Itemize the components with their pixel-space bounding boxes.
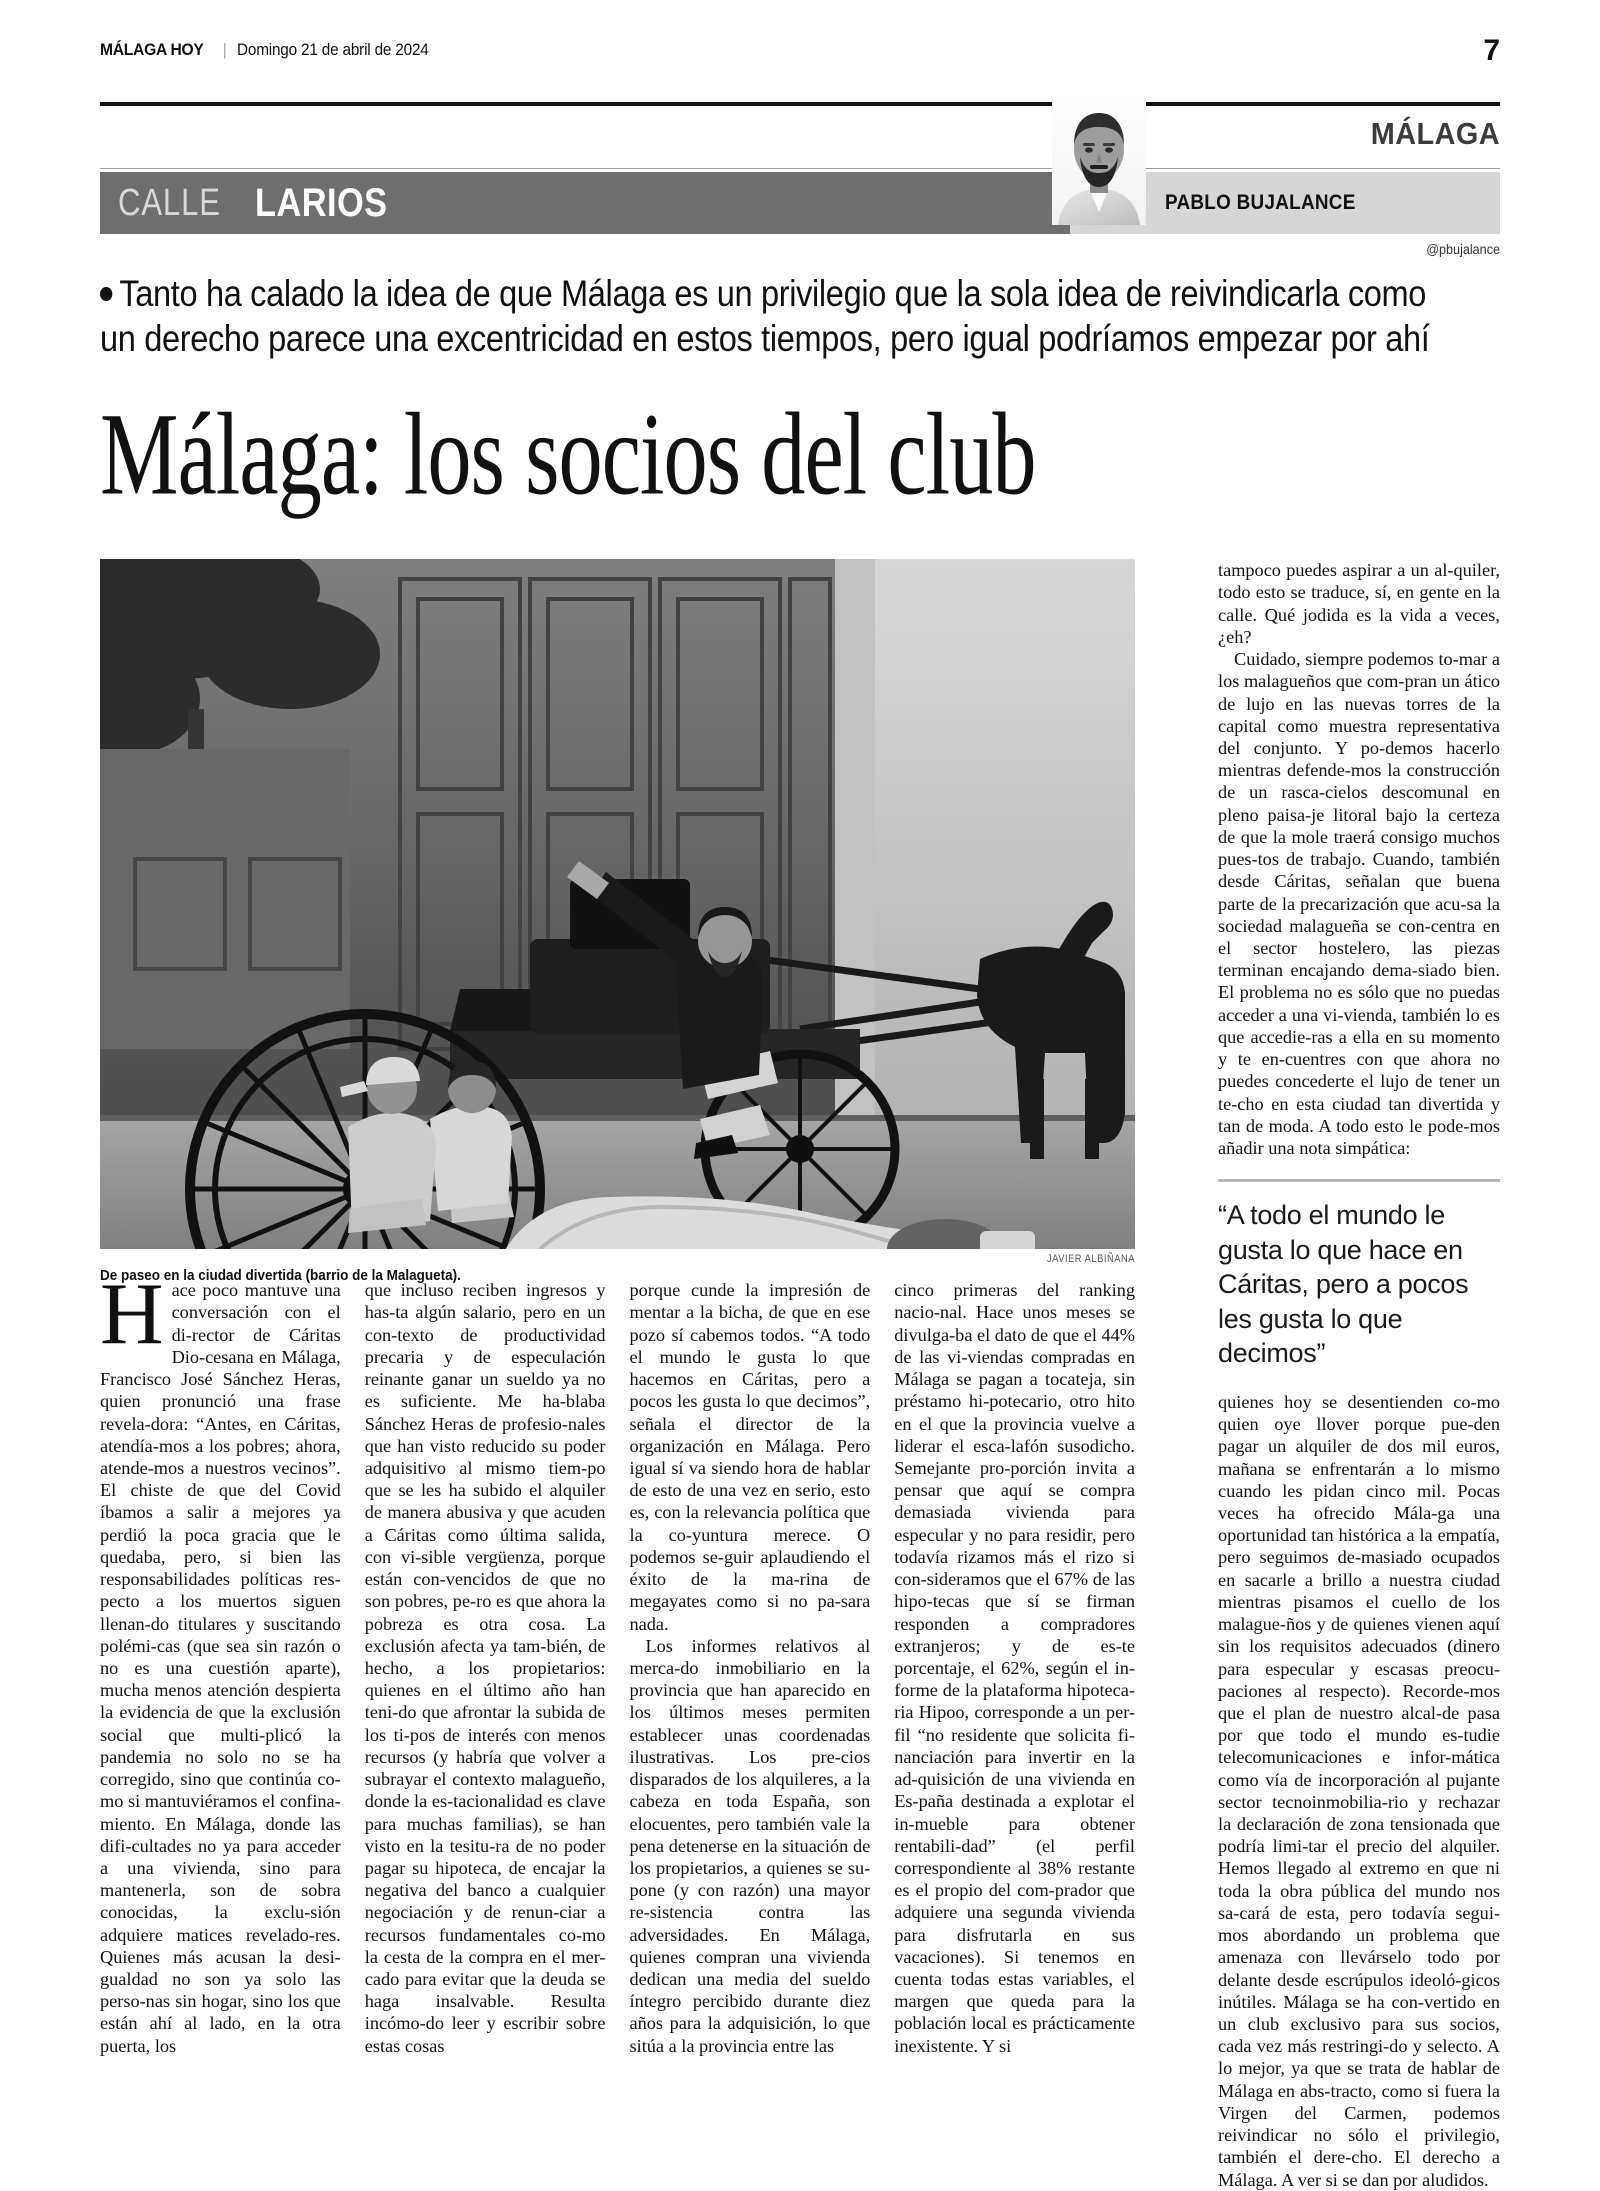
- body-column-1-body: ace poco mantuve una conversación con el di-rector de Cáritas Dio-cesana en Málaga, Francisco José Sánchez Heras, quien pronunció una frase revela-dora: “Antes, en Cáritas, atendía-mos a los pobres; ahora, atende-mos a nuestros vecinos”. El chiste de que del Covid íbamos a salir a mejores ya perdió la poca gracia que le quedaba, pero, si bien las responsabilidades políticas res-pecto a los muertos siguen llenan-do titulares y suscitando polémi-cas (que sea sin razón o no es una cuestión aparte), mucha menos atención despierta la evidencia de que la exclusión social que multi-plicó la pandemia no solo no se ha corregido, sino que continúa co-mo si mantuviéramos el confina-miento. En Málaga, donde las difi-cultades no ya para acceder a una vivienda, sino para mantenerla, son de sobra conocidas, la exclu-sión adquiere matices revelado-res. Quienes más acusan la desi-gualdad no son ya solo las perso-nas sin hogar, sino los que están ahí al lado, en la otra puerta, los: [100, 1280, 341, 2056]
- masthead-date: Domingo 21 de abril de 2024: [236, 40, 429, 59]
- banner-title: LARIOS: [255, 180, 388, 225]
- banner-middle: [900, 172, 1070, 234]
- author-portrait: [1052, 97, 1146, 225]
- masthead-separator: |: [222, 40, 227, 59]
- page-headline: Málaga: los socios del club: [100, 388, 1036, 520]
- body-column-3-text-a: porque cunde la impresión de mentar a la bicha, de que en ese pozo sí cabemos todos. “A todo el mundo le gusta lo que hacemos en Cáritas, pero a pocos les gusta lo que decimos”, señala el director de la organización en Málaga. Pero igual sí va siendo hora de hablar de esto de una vez en serio, esto es, con la relevancia política que la co-yuntura merece. O podemos se-guir aplaudiendo el éxito de la ma-rina de megayates como si no pa-sara nada.: [629, 1280, 871, 1634]
- masthead: [100, 0, 1500, 96]
- body-column-2-text: que incluso reciben ingresos y has-ta algún salario, pero en un con-texto de productividad precaria y de especulación reinante ganar un sueldo ya no es suficiente. Me ha-blaba Sánchez Heras de profesio-nales que han visto reducido su poder adquisitivo al mismo tiem-po que se les ha subido el alquiler de manera abusiva y que acuden a Cáritas como última salida, con vi-sible vergüenza, porque están con-vencidos de que no son pobres, pe-ro es que ahora la pobreza es otra cosa. La exclusión afecta ya tam-bién, de hecho, a los propietarios: quienes en el último año han teni-do que afrontar la subida de los ti-pos de interés con menos recursos (y habría que volver a subrayar el contexto malagueño, donde la es-tacionalidad es clave para muchas familias), se han visto en la tesitu-ra de no poder pagar su hipoteca, de encajar la negativa del banco a cualquier negociación y de renun-ciar a recursos fundamentales co-mo la cesta de la compra en el mer-cado para evitar que la deuda se haga insalvable. Resulta incómo-do leer y escribir sobre estas cosas: [364, 1280, 606, 2056]
- lead-line-1: [100, 271, 1427, 316]
- body-column-3: [630, 1279, 871, 2057]
- right-column-paragraph-2: Cuidado, siempre podemos to-mar a los malagueños que com-pran un ático de lujo en las nuevas torres de la capital como muestra representativa del conjunto. Y po-demos hacerlo mientras defende-mos la construcción de un rasca-cielos descomunal en pleno paisa-je litoral bajo la certeza de que la mole traerá consigo muchos pues-tos de trabajo. Cuando, también desde Cáritas, señalan que buena parte de la precarización que acu-sa la sociedad malagueña se con-centra en el sector hostelero, las piezas terminan encajando dema-siado bien. El problema no es sólo que no puedas acceder a una vi-vienda, también lo es que accedie-ras a ella en su momento y te en-cuentres con que ahora no puedes concederte el lujo de tener un te-cho en esta ciudad tan divertida y tan de moda. A todo esto le pode-mos añadir una nota simpática:: [1218, 649, 1500, 1158]
- pull-quote: [1218, 1179, 1500, 1371]
- masthead-brand: MÁLAGA HOY: [100, 40, 204, 59]
- lead-line-1-text: Tanto ha calado la idea de que Málaga es un privilegio que la sola idea de reivindicarla como: [119, 273, 1427, 314]
- section-rule: [100, 168, 1500, 169]
- body-column-2: [365, 1279, 606, 2057]
- photo-credit: JAVIER ALBIÑANA: [1046, 1253, 1135, 1266]
- author-name: PABLO BUJALANCE: [1165, 191, 1356, 214]
- lead-line-2: un derecho parece una excentricidad en estos tiempos, pero igual podríamos empezar por ahí: [100, 318, 1430, 360]
- photo-caption: De paseo en la ciudad divertida (barrio de la Malagueta).: [100, 1267, 461, 1285]
- pull-quote-text: “A todo el mundo le gusta lo que hace en Cáritas, pero a pocos les gusta lo que decimos”: [1218, 1200, 1469, 1369]
- body-column-4-text: cinco primeras del ranking nacio-nal. Hace unos meses se divulga-ba el dato de que el 44% de las vi-viendas compradas en Málaga se pagan a tocateja, sin préstamo hi-potecario, otro hito en el que la provincia vuelve a liderar el esca-lafón susodicho. Semejante pro-porción invita a pensar que aquí se compra demasiada vivienda para especular y no para residir, pero todavía rizamos más el rizo si con-sideramos que el 67% de las hipo-tecas que sí se firman responden a compradores extranjeros; y de es-te porcentaje, el 62%, según el in-forme de la plataforma hipoteca-ria Hipoo, corresponde a un per-fil “no residente que solicita fi-nanciación para invertir en la ad-quisición de una vivienda en Es-paña destinada a explotar el in-mueble para obtener rentabili-dad” (el perfil correspondiente al 38% restante es el propio del com-prador que adquiere una segunda vivienda para disfrutarla en sus vacaciones). Si tenemos en cuenta todas estas variables, el margen que queda para la población local es prácticamente inexistente. Y si: [894, 1280, 1135, 2056]
- article-photo: [100, 559, 1135, 1249]
- body-column-3-text-b: Los informes relativos al merca-do inmobiliario en la provincia que han aparecido en los últimos meses permiten establecer unas coordenadas ilustrativas. Los pre-cios disparados de los alquileres, a la cabeza en toda España, son elocuentes, pero también vale la pena detenerse en la situación de los propietarios, a quienes se su-pone (y con razón) una mayor re-sistencia contra las adversidades. En Málaga, quienes compran una vivienda dedican una media del sueldo íntegro percibido durante diez años para la adquisición, lo que sitúa a la provincia entre las: [629, 1635, 871, 2056]
- section-title: MÁLAGA: [1370, 116, 1500, 151]
- drop-cap: H: [100, 1266, 164, 1364]
- banner-left: [100, 172, 900, 234]
- page-number: 7: [1483, 34, 1500, 67]
- body-column-4: [894, 1279, 1135, 2057]
- right-column-paragraph-3: quienes hoy se desentienden co-mo quien oye llover porque pue-den pagar un alquiler de dos mil euros, mañana se enfrentarán a lo mismo cuando les pidan cinco mil. Pocas veces ha ofrecido Mála-ga una oportunidad tan histórica a la empatía, pero seguimos de-masiado ocupados en sacarle a brillo a nuestra ciudad mientras pisamos el cuello de los malague-ños y de quienes vienen aquí sin los requisitos adecuados (dinero para especular y escasas preocu-paciones al respecto). Recorde-mos que el plan de nuestro alcal-de pasa por que todo el mundo es-tudie telecomunicaciones e infor-mática como vía de incorporación al pujante sector tecnoinmobilia-rio y rechazar la declaración de zona tensionada que podría limi-tar el precio del alquiler. Hemos llegado al extremo en que ni toda la obra pública del mundo nos sa-cará de esta, pero todavía segui-mos abordando un problema que amenaza con llevárselo todo por delante desde escrúpulos ideoló-gicos inútiles. Málaga se ha con-vertido en un club exclusivo para sus socios, cada vez más restringi-do y selecto. A lo mejor, ya que se trata de hablar de Málaga en abs-tracto, como si fuera la Virgen del Carmen, podemos reivindicar no sólo el privilegio, también el dere-cho. El derecho a Málaga. A ver si se dan por aludidos.: [1218, 1391, 1500, 2190]
- lead-text: [100, 271, 1500, 361]
- column-banner: [100, 172, 1500, 234]
- right-column: [1218, 559, 1500, 2191]
- bullet-icon: [100, 287, 112, 301]
- section-row: [100, 106, 1500, 168]
- right-column-paragraph-1: tampoco puedes aspirar a un al-quiler, todo esto se traduce, sí, en gente en la calle. Qué jodida es la vida a veces, ¿eh?: [1218, 560, 1500, 647]
- banner-kicker: CALLE: [118, 181, 221, 224]
- author-handle: @pbujalance: [1426, 241, 1500, 257]
- photo-block: [100, 559, 1135, 1284]
